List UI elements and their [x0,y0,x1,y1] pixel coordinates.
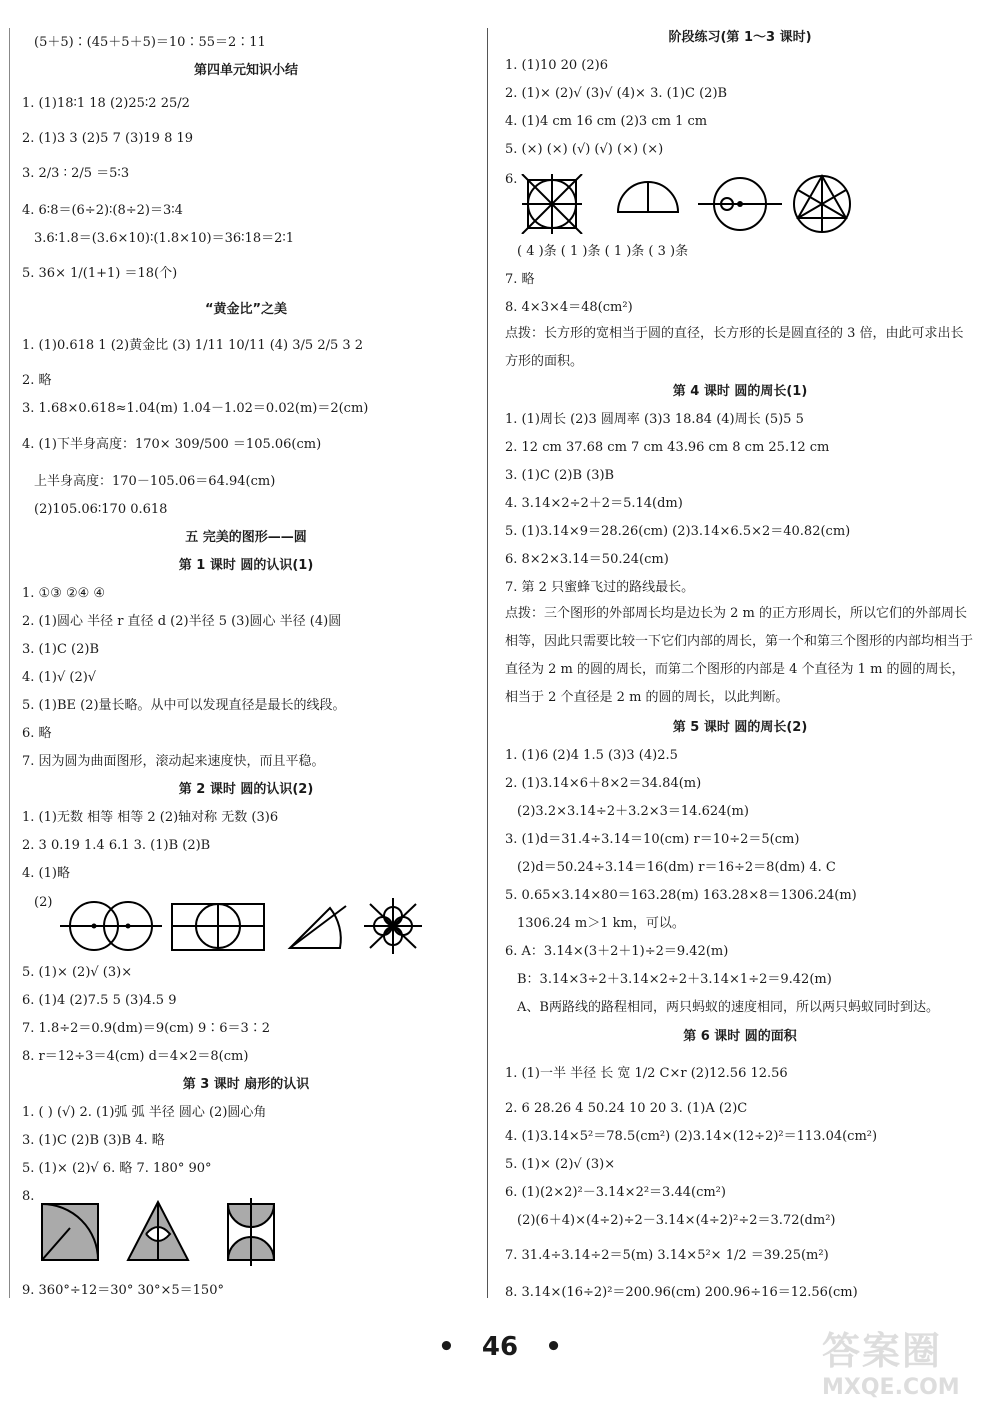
right-line-27: A、B两路线的路程相同，两只蚂蚁的速度相同，所以两只蚂蚁同时到达。 [517,1000,939,1015]
left-line-36: 5. (1)× (2)√ 6. 略 7. 180° 90° [22,1161,212,1176]
right-line-12: 3. (1)C (2)B (3)B [505,468,615,483]
left-line-7: 5. 36× 1/(1+1) ＝18(个) [22,266,178,281]
left-line-10: 2. 略 [22,373,52,388]
left-line-16: 第 1 课时 圆的认识(1) [178,558,314,573]
right-line-25: 6. A：3.14×(3＋2＋1)÷2＝9.42(m) [505,944,729,959]
tip-note-0: 点拨：长方形的宽相当于圆的直径，长方形的长是圆直径的 3 倍，由此可求出长方形的面积。 [505,326,964,369]
tip-note-1: 点拨：三个图形的外部周长均是边长为 2 m 的正方形周长，所以它们的外部周长相等，因此只需要比较一下它们内部的周长，第一个和第三个图形的内部均相当于直径为 2 m 的圆的周长，而第二个图形的内部是 4 个直径为 1 m 的圆的周长，相当于 2 个直径是 2 m 的圆的周长，以此判断。 [505,606,974,705]
left-line-25: 1. (1)无数 相等 相等 2 (2)轴对称 无数 (3)6 [22,810,279,825]
right-line-11: 2. 12 cm 37.68 cm 7 cm 43.96 cm 8 cm 25.12 cm [505,440,830,455]
left-line-19: 3. (1)C (2)B [22,642,99,657]
left-line-23: 7. 因为圆为曲面图形，滚动起来速度快，而且平稳。 [22,754,325,769]
right-line-33: 6. (1)(2×2)²－3.14×2²＝3.44(cm²) [505,1185,726,1200]
sector-figures [36,1198,276,1268]
right-line-32: 5. (1)× (2)√ (3)× [505,1157,616,1172]
left-line-35: 3. (1)C (2)B (3)B 4. 略 [22,1133,165,1148]
right-line-7: 7. 略 [505,272,535,287]
right-line-13: 4. 3.14×2÷2＋2＝5.14(dm) [505,496,683,511]
left-line-26: 2. 3 0.19 1.4 6.1 3. (1)B (2)B [22,838,211,853]
right-line-16: 7. 第 2 只蜜蜂飞过的路线最长。 [505,580,695,595]
right-line-8: 8. 4×3×4＝48(cm²) [505,300,633,315]
right-line-31: 4. (1)3.14×5²＝78.5(cm²) (2)3.14×(12÷2)²＝113.04(cm²) [505,1129,878,1144]
left-line-33: 第 3 课时 扇形的认识 [182,1077,310,1092]
right-line-29: 1. (1)一半 半径 长 宽 1/2 C×r (2)12.56 12.56 [505,1066,788,1081]
left-line-2: 1. (1)18∶1 18 (2)25∶2 25/2 [22,96,190,111]
left-line-13: 上半身高度：170－105.06＝64.94(cm) [34,474,276,489]
right-line-24: 1306.24 m＞1 km，可以。 [517,916,685,931]
left-line-12: 4. (1)下半身高度：170× 309/500 ＝105.06(cm) [22,437,322,452]
right-line-28: 第 6 课时 圆的面积 [683,1029,797,1044]
column-divider [487,28,488,1298]
axes-of-symmetry-figures [520,174,860,234]
left-line-34: 1. ( ) (√) 2. (1)弧 弧 半径 圆心 (2)圆心角 [22,1105,267,1120]
right-line-26: B：3.14×3÷2＋3.14×2÷2＋3.14×1÷2＝9.42(m) [517,972,832,987]
right-line-20: (2)3.2×3.14÷2＋3.2×3＝14.624(m) [517,804,749,819]
left-line-17: 1. ①③ ②④ ④ [22,586,106,601]
left-line-9: 1. (1)0.618 1 (2)黄金比 (3) 1/11 10/11 (4) 3/5 2/5 3 2 [22,338,364,353]
left-line-1: 第四单元知识小结 [193,63,298,78]
left-line-37: 8. [22,1189,35,1204]
left-margin-line [9,28,10,1298]
left-line-29: 5. (1)× (2)√ (3)× [22,965,133,980]
left-line-21: 5. (1)BE (2)量长略。从中可以发现直径是最长的线段。 [22,698,346,713]
right-line-14: 5. (1)3.14×9＝28.26(cm) (2)3.14×6.5×2＝40.82(cm) [505,524,851,539]
right-line-5: 6. [505,172,518,187]
left-line-0: (5＋5)∶(45＋5＋5)＝10∶55＝2∶11 [34,35,266,50]
right-line-3: 4. (1)4 cm 16 cm (2)3 cm 1 cm [505,114,708,129]
right-line-9: 第 4 课时 圆的周长(1) [672,384,808,399]
left-line-28: (2) [34,895,53,910]
left-line-15: 五 完美的图形——圆 [185,530,307,545]
right-line-10: 1. (1)周长 (2)3 圆周率 (3)3 18.84 (4)周长 (5)5 5 [505,412,804,427]
right-line-18: 1. (1)6 (2)4 1.5 (3)3 (4)2.5 [505,748,678,763]
left-line-22: 6. 略 [22,726,52,741]
left-line-18: 2. (1)圆心 半径 r 直径 d (2)半径 5 (3)圆心 半径 (4)圆 [22,614,342,629]
left-line-32: 8. r＝12÷3＝4(cm) d＝4×2＝8(cm) [22,1049,249,1064]
right-line-1: 1. (1)10 20 (2)6 [505,58,608,73]
left-line-14: (2)105.06∶170 0.618 [34,502,168,517]
right-line-30: 2. 6 28.26 4 50.24 10 20 3. (1)A (2)C [505,1101,748,1116]
right-line-34: (2)(6＋4)×(4÷2)÷2－3.14×(4÷2)²÷2＝3.72(dm²) [517,1213,836,1228]
right-line-15: 6. 8×2×3.14＝50.24(cm) [505,552,669,567]
right-line-35: 7. 31.4÷3.14÷2＝5(m) 3.14×5²× 1/2 ＝39.25(m²) [505,1248,829,1263]
right-line-6: ( 4 )条 ( 1 )条 ( 1 )条 ( 3 )条 [517,244,689,259]
left-line-30: 6. (1)4 (2)7.5 5 (3)4.5 9 [22,993,177,1008]
left-line-6: 3.6∶1.8＝(3.6×10)∶(1.8×10)＝36∶18＝2∶1 [34,231,295,246]
left-line-8: “黄金比”之美 [204,302,288,317]
right-line-0: 阶段练习(第 1～3 课时) [668,30,812,45]
left-line-11: 3. 1.68×0.618≈1.04(m) 1.04－1.02＝0.02(m)＝2(cm) [22,401,369,416]
page-number: • 46 • [438,1332,562,1362]
right-line-4: 5. (×) (×) (√) (√) (×) (×) [505,142,664,157]
left-line-27: 4. (1)略 [22,866,70,881]
symmetry-figures [60,898,430,954]
left-line-31: 7. 1.8÷2＝0.9(dm)＝9(cm) 9∶6＝3∶2 [22,1021,271,1036]
left-line-38: 9. 360°÷12＝30° 30°×5＝150° [22,1283,224,1298]
left-line-24: 第 2 课时 圆的认识(2) [178,782,314,797]
right-line-2: 2. (1)× (2)√ (3)√ (4)× 3. (1)C (2)B [505,86,728,101]
left-line-20: 4. (1)√ (2)√ [22,670,97,685]
right-line-36: 8. 3.14×(16÷2)²＝200.96(cm) 200.96÷16＝12.56(cm) [505,1285,858,1300]
watermark: 答案圈 MXQE.COM [822,1329,960,1400]
left-line-3: 2. (1)3 3 (2)5 7 (3)19 8 19 [22,131,194,146]
right-line-23: 5. 0.65×3.14×80＝163.28(m) 163.28×8＝1306.24(m) [505,888,857,903]
left-line-5: 4. 6∶8＝(6÷2)∶(8÷2)＝3∶4 [22,203,183,218]
right-line-19: 2. (1)3.14×6＋8×2＝34.84(m) [505,776,702,791]
right-line-21: 3. (1)d＝31.4÷3.14＝10(cm) r＝10÷2＝5(cm) [505,832,800,847]
left-line-4: 3. 2/3 ∶ 2/5 ＝5∶3 [22,166,130,181]
right-line-22: (2)d＝50.24÷3.14＝16(dm) r＝16÷2＝8(dm) 4. C [517,860,836,875]
right-line-17: 第 5 课时 圆的周长(2) [672,720,808,735]
